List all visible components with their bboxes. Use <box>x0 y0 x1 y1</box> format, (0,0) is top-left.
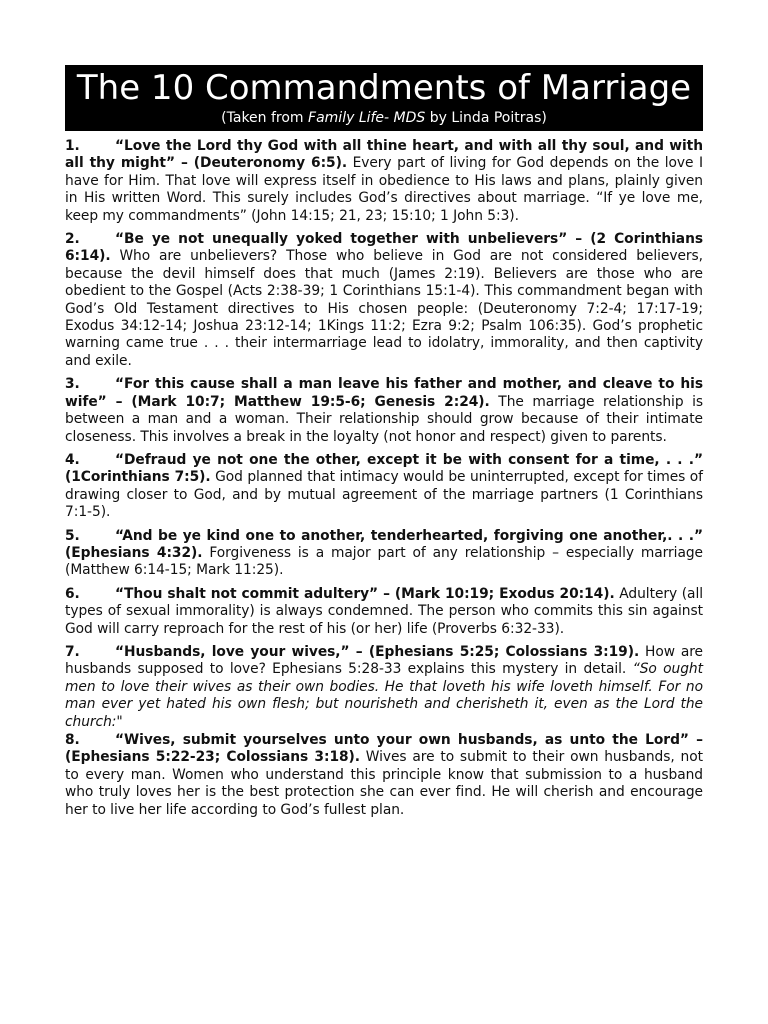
commandment-6 <box>65 586 703 638</box>
item-heading: “For this cause shall a man leave his father and mother, and cleave to his wife” – (Mark 10:7; Matthew 19:5-6; Genesis 2:24). <box>65 376 703 410</box>
item-body: Who are unbelievers? Those who believe in God are not considered believers, because the devil himself does that much (James 2:19). Believers are those who are obedient to the Gospel (Acts 2:38-39; 1 Corinthians 15:1-4). This commandment began with God’s Old Testament directives to His chosen people: (Deuteronomy 7:2-4; 17:17-19; Exodus 34:12-14; Joshua 23:12-14; 1Kings 11:2; Ezra 9:2; Psalm 106:35). God’s prophetic warning came true . . . their intermarriage lead to idolatry, immorality, and then captivity and exile. <box>65 248 703 369</box>
commandment-2 <box>65 231 703 370</box>
commandment-1 <box>65 138 703 225</box>
item-heading: “Be ye not unequally yoked together with unbelievers” – (2 Corinthians 6:14). <box>65 231 703 265</box>
subtitle-source: Family Life- MDS <box>308 110 426 126</box>
page-subtitle <box>73 110 695 127</box>
item-number: 1. <box>65 138 80 154</box>
item-heading: “Thou shalt not commit adultery” – (Mark 10:19; Exodus 20:14). <box>115 585 615 602</box>
item-heading: “And be ye kind one to another, tenderhearted, forgiving one another,. . .” (Ephesians 4:32). <box>65 527 703 561</box>
commandment-list <box>65 131 703 819</box>
item-scripture-quote: “So ought men to love their wives as their own bodies. He that loveth his wife loveth himself. For no man ever yet hated his own flesh; but nourisheth and cherisheth it, even as the Lord the church:" <box>65 661 703 730</box>
item-heading: “Husbands, love your wives,” – (Ephesians 5:25; Colossians 3:19). <box>115 643 640 660</box>
commandment-8 <box>65 732 703 819</box>
item-number: 3. <box>65 376 80 393</box>
subtitle-prefix: (Taken from <box>221 110 309 126</box>
item-number: 8. <box>65 732 80 748</box>
item-number: 2. <box>65 231 80 248</box>
item-number: 5. <box>65 527 80 544</box>
item-body: Wives are to submit to their own husbands, not to every man. Women who understand this principle know that submission to a husband who truly loves her is the best protection she can ever find. He will cherish and encourage her to live her life according to God’s fullest plan. <box>65 749 703 818</box>
item-body: Adultery (all types of sexual immorality) is always condemned. The person who commits this sin against God will carry reproach for the rest of his (or her) life (Proverbs 6:32-33). <box>65 585 704 637</box>
subtitle-suffix: by Linda Poitras) <box>425 110 547 126</box>
commandment-3 <box>65 376 703 446</box>
item-body: Every part of living for God depends on the love I have for Him. That love will express itself in obedience to His laws and plans, plainly given in His written Word. This surely includes God’s directives about marriage. “If ye love me, keep my commandments” (John 14:15; 21, 23; 15:10; 1 John 5:3). <box>65 155 703 224</box>
document-page <box>65 65 703 825</box>
item-body: God planned that intimacy would be uninterrupted, except for times of drawing closer to God, and by mutual agreement of the marriage partners (1 Corinthians 7:1-5). <box>65 469 703 521</box>
item-number: 7. <box>65 643 80 660</box>
item-number: 6. <box>65 585 80 602</box>
page-title: The 10 Commandments of Marriage <box>76 68 692 108</box>
commandment-7 <box>65 644 703 731</box>
commandment-5 <box>65 528 703 580</box>
title-banner <box>65 65 703 131</box>
item-number: 4. <box>65 451 80 468</box>
item-body: The marriage relationship is between a man and a woman. Their relationship should grow because of their intimate closeness. This involves a break in the loyalty (not honor and respect) given to parents. <box>65 393 704 445</box>
item-heading: “Love the Lord thy God with all thine heart, and with all thy soul, and with all thy might” – (Deuteronomy 6:5). <box>65 138 703 172</box>
commandment-4 <box>65 452 703 522</box>
item-body: Forgiveness is a major part of any relationship – especially marriage (Matthew 6:14-15; Mark 11:25). <box>65 544 703 579</box>
item-body: How are husbands supposed to love? Ephesians 5:28-33 explains this mystery in detail. <box>65 643 703 678</box>
item-heading: “Wives, submit yourselves unto your own husbands, as unto the Lord” – (Ephesians 5:22-23; Colossians 3:18). <box>65 732 703 766</box>
item-heading: “Defraud ye not one the other, except it be with consent for a time, . . .” (1Corinthians 7:5). <box>65 451 703 486</box>
